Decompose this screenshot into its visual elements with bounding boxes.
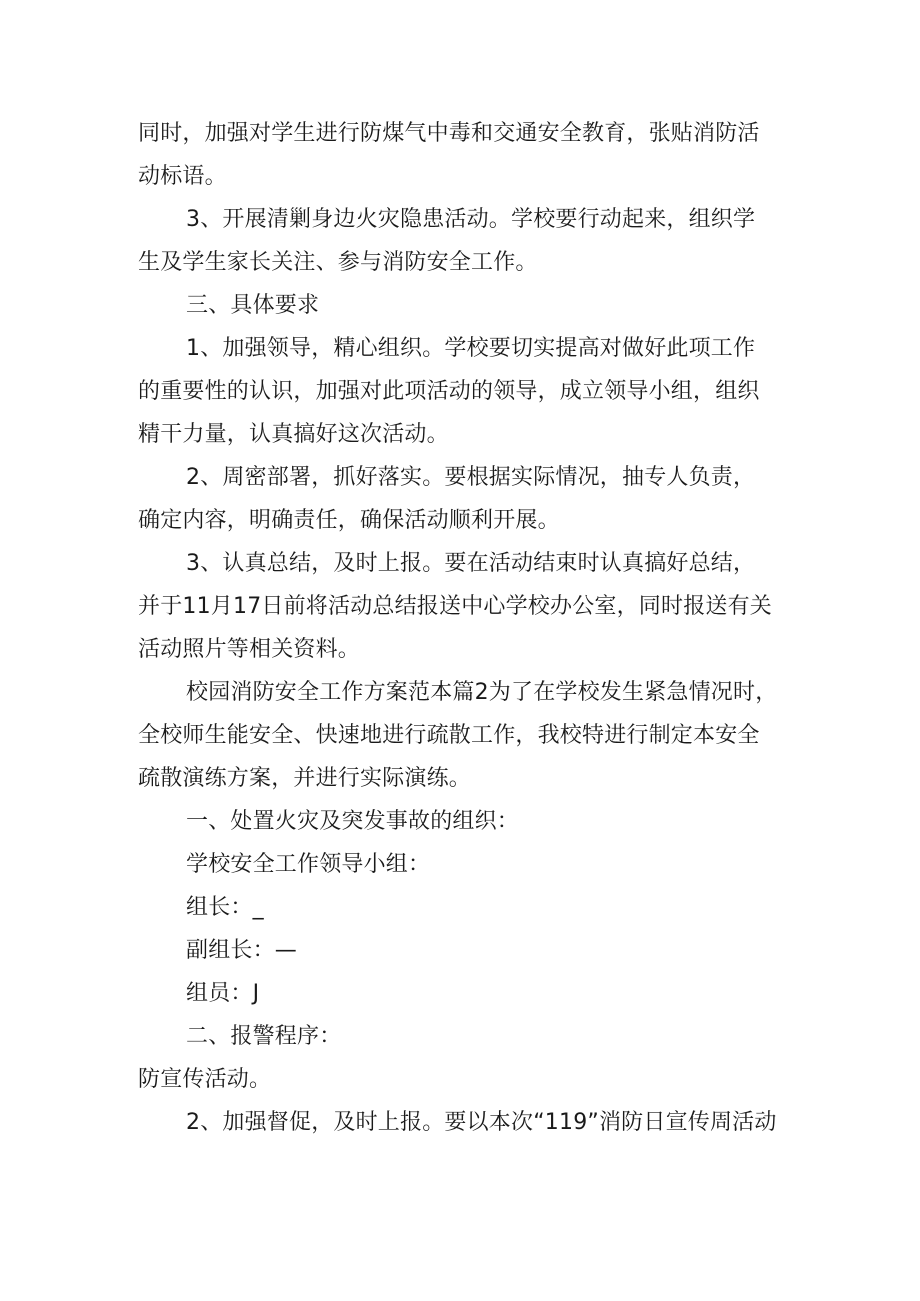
text-line: 一、处置火灾及突发事故的组织： — [186, 809, 520, 834]
paragraph — [138, 1015, 788, 1058]
text-line: 并于11月17日前将活动总结报送中心学校办公室，同时报送有关 — [138, 594, 772, 619]
paragraph — [138, 671, 788, 800]
text-line: 2、加强督促，及时上报。要以本次“119”消防日宣传周活动 — [186, 1110, 777, 1135]
paragraph — [138, 1058, 788, 1101]
text-line: 三、具体要求 — [186, 293, 320, 318]
text-line: 确定内容，明确责任，确保活动顺利开展。 — [138, 508, 560, 533]
paragraph — [138, 1101, 788, 1144]
text-line: 精干力量，认真搞好这次活动。 — [138, 422, 449, 447]
paragraph — [138, 284, 788, 327]
text-line: 动标语。 — [138, 164, 227, 189]
paragraph — [138, 456, 788, 542]
paragraph — [138, 886, 788, 929]
text-line: 疏散演练方案，并进行实际演练。 — [138, 766, 472, 791]
paragraph — [138, 542, 788, 671]
text-line: 3、认真总结，及时上报。要在活动结束时认真搞好总结， — [186, 551, 756, 576]
text-line: 防宣传活动。 — [138, 1067, 272, 1092]
text-line: 组长：_ — [186, 895, 264, 920]
text-line: 的重要性的认识，加强对此项活动的领导，成立领导小组，组织 — [138, 379, 760, 404]
paragraph — [138, 198, 788, 284]
text-line: 3、开展清剿身边火灾隐患活动。学校要行动起来，组织学 — [186, 207, 756, 232]
text-line: 学校安全工作领导小组： — [186, 852, 431, 877]
document-body — [138, 112, 788, 1144]
text-line: 2、周密部署，抓好落实。要根据实际情况，抽专人负责， — [186, 465, 756, 490]
text-line: 二、报警程序： — [186, 1024, 342, 1049]
text-line: 生及学生家长关注、参与消防安全工作。 — [138, 250, 538, 275]
paragraph — [138, 843, 788, 886]
paragraph — [138, 112, 788, 198]
paragraph — [138, 929, 788, 972]
text-line: 副组长：— — [186, 938, 298, 963]
paragraph — [138, 327, 788, 456]
text-line: 全校师生能安全、快速地进行疏散工作，我校特进行制定本安全 — [138, 723, 760, 748]
text-line: 同时，加强对学生进行防煤气中毒和交通安全教育，张贴消防活 — [138, 121, 760, 146]
paragraph — [138, 972, 788, 1015]
text-line: 1、加强领导，精心组织。学校要切实提高对做好此项工作 — [186, 336, 756, 361]
paragraph — [138, 800, 788, 843]
text-line: 组员：J — [186, 981, 260, 1006]
text-line: 校园消防安全工作方案范本篇2为了在学校发生紧急情况时， — [186, 680, 778, 705]
text-line: 活动照片等相关资料。 — [138, 637, 361, 662]
